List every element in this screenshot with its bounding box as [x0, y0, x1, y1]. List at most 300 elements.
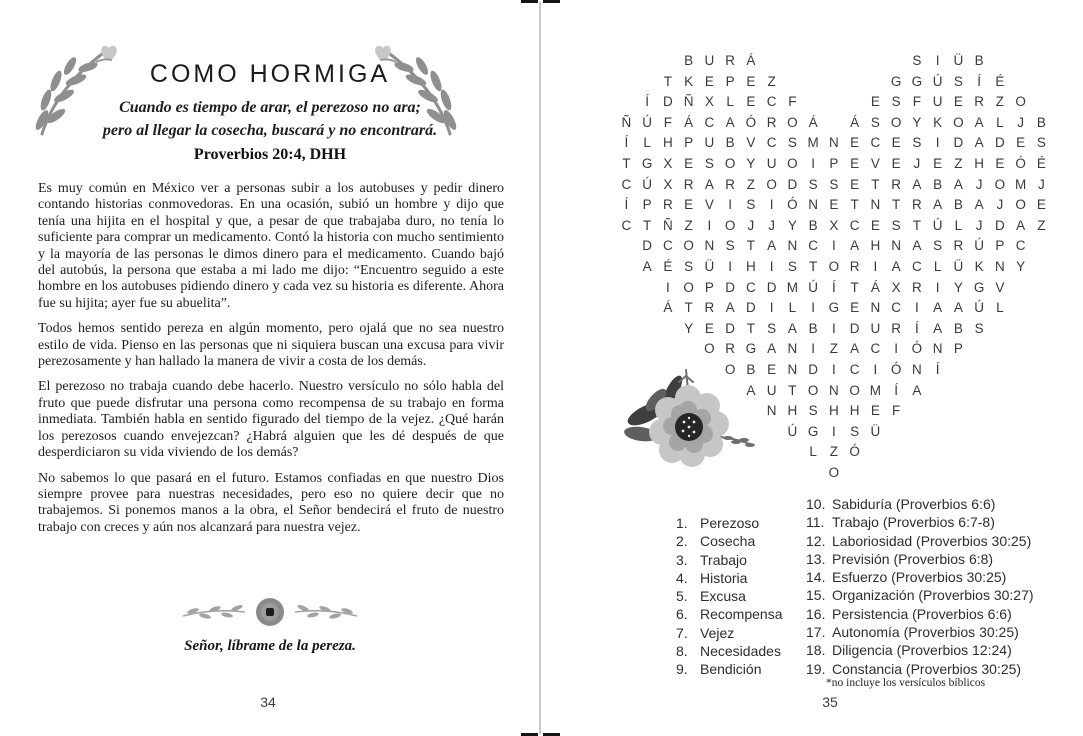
grid-cell: I [769, 258, 774, 274]
grid-cell: F [788, 94, 797, 110]
grid-cell: O [787, 155, 798, 171]
word-list-item [806, 550, 1034, 568]
grid-cell [886, 422, 907, 443]
grid-cell: Y [787, 217, 797, 233]
grid-cell: I [831, 238, 836, 254]
grid-cell [927, 442, 948, 463]
grid-row [616, 216, 1052, 237]
grid-cell: Á [746, 53, 756, 68]
grid-cell [658, 319, 679, 340]
grid-cell: V [704, 197, 714, 213]
grid-cell: C [849, 361, 860, 377]
word-list-right [806, 495, 1034, 678]
grid-cell: Í [914, 320, 919, 336]
grid-cell [1010, 463, 1031, 484]
grid-cell: É [663, 258, 673, 274]
grid-cell: E [850, 135, 860, 151]
grid-cell: I [707, 217, 712, 233]
grid-cell: T [850, 279, 859, 295]
grid-cell: R [704, 300, 715, 316]
grid-cell: D [787, 176, 798, 192]
grid-cell [803, 72, 824, 93]
grid-cell: Ü [953, 258, 964, 274]
grid-cell: R [663, 197, 673, 213]
grid-cell: E [1016, 135, 1026, 151]
grid-cell: T [643, 217, 652, 233]
grid-cell: S [912, 135, 922, 151]
grid-cell: Ñ [683, 94, 694, 110]
grid-cell: T [809, 258, 818, 274]
word-list-number: 19. [806, 660, 826, 677]
grid-cell: E [995, 155, 1005, 171]
grid-cell: S [870, 114, 880, 130]
grid-cell: Ú [808, 279, 818, 295]
grid-cell: D [642, 238, 652, 254]
grid-cell: Á [808, 114, 818, 130]
grid-cell: R [953, 238, 964, 254]
grid-cell: C [870, 341, 881, 357]
grid-cell [782, 72, 803, 93]
grid-cell: T [684, 300, 693, 316]
grid-cell: E [891, 155, 901, 171]
grid-cell: C [849, 217, 860, 233]
word-list-word: Excusa [700, 588, 746, 605]
word-list-number: 4. [676, 569, 688, 586]
grid-cell: T [746, 238, 755, 254]
word-list-word: Historia [700, 569, 748, 586]
grid-cell: I [914, 300, 919, 316]
grid-cell: E [870, 94, 880, 110]
grid-cell: A [953, 176, 963, 192]
grid-cell: Ú [642, 114, 652, 130]
grid-cell: E [953, 94, 963, 110]
grid-cell: E [684, 155, 694, 171]
word-list-word: Perezoso [700, 515, 760, 531]
grid-cell [616, 51, 637, 72]
grid-cell: E [704, 320, 714, 336]
grid-cell: C [663, 238, 673, 254]
grid-cell [927, 401, 948, 422]
grid-cell: H [870, 238, 881, 254]
word-list-word: Bendición [700, 661, 762, 678]
grid-cell: A [953, 300, 963, 316]
grid-cell: I [935, 53, 940, 68]
grid-cell [782, 463, 803, 484]
grid-cell: N [787, 341, 798, 357]
grid-cell: S [1036, 135, 1046, 151]
grid-cell: I [831, 361, 836, 377]
grid-cell: Ó [849, 444, 860, 460]
word-list-item [806, 660, 1034, 678]
grid-row [616, 51, 1052, 72]
grid-cell: Y [684, 320, 694, 336]
grid-cell: R [891, 320, 901, 336]
grid-cell [616, 278, 637, 299]
word-list-word: Vejez [700, 624, 735, 641]
grid-cell: R [683, 176, 694, 192]
word-list-word: Trabajo [700, 551, 747, 568]
grid-cell: G [973, 279, 985, 295]
grid-cell: C [621, 176, 632, 192]
grid-cell [907, 422, 928, 443]
grid-cell: Ó [1015, 155, 1026, 171]
grid-cell: T [912, 217, 921, 233]
grid-cell: Ñ [663, 217, 673, 233]
grid-cell: C [766, 94, 777, 110]
grid-cell: S [933, 238, 943, 254]
grid-cell: Ó [911, 341, 923, 357]
flower-divider-icon [175, 592, 365, 634]
grid-cell: I [728, 258, 732, 274]
grid-cell [948, 360, 969, 381]
grid-cell: L [788, 300, 797, 316]
grid-cell [1031, 92, 1052, 113]
grid-cell [1010, 319, 1031, 340]
grid-cell: E [850, 300, 860, 316]
grid-cell: D [725, 279, 735, 295]
grid-cell: Y [746, 155, 756, 171]
grid-cell: J [768, 217, 775, 233]
grid-cell [886, 442, 907, 463]
word-list-number: 10. [806, 496, 826, 512]
word-list-item [806, 495, 1034, 513]
grid-cell: X [704, 94, 714, 110]
word-list-number: 5. [676, 588, 688, 605]
word-list-item [676, 642, 783, 660]
grid-cell: Z [995, 94, 1004, 110]
word-list-item [676, 660, 783, 678]
grid-cell: A [1016, 217, 1026, 233]
grid-cell: K [684, 73, 694, 89]
grid-cell [886, 51, 907, 72]
word-list-item [806, 513, 1034, 531]
grid-cell: G [890, 73, 902, 89]
grid-cell: O [766, 176, 777, 192]
body-text [38, 181, 504, 545]
grid-cell: E [1036, 197, 1046, 213]
grid-cell: R [725, 176, 735, 192]
grid-cell: Á [850, 114, 860, 130]
grid-cell: L [726, 94, 734, 110]
word-list-item [676, 605, 783, 623]
grid-cell: N [932, 341, 943, 357]
verse-line-2: pero al llegar la cosecha, buscará y no encontrará. [102, 122, 438, 139]
grid-cell: T [850, 197, 859, 213]
word-list-word: Cosecha [700, 533, 756, 550]
grid-row [616, 339, 1052, 360]
grid-cell: E [850, 155, 860, 171]
grid-cell: E [933, 155, 943, 171]
grid-cell: Ú [932, 217, 943, 233]
grid-cell: N [829, 135, 839, 151]
grid-cell: H [974, 155, 984, 171]
grid-cell: L [954, 217, 963, 233]
grid-cell: A [974, 114, 984, 130]
grid-cell: A [704, 176, 714, 192]
body-paragraph: El perezoso no trabaja cuando debe hacerlo. Nuestro versículo no sólo habla del fruto que puede disfrutar una persona como recompensa de su trabajo en forma inmediata. También habla en sentido figurado del tiempo de la vejez. ¿Qué harán los perezosos cuando envejezcan? ¿Habrá alguien que les dé después de que desperdiciaron su vida viviendo de los demás? [38, 379, 504, 461]
grid-cell [969, 360, 990, 381]
grid-cell [678, 339, 699, 360]
grid-cell [990, 422, 1011, 443]
grid-cell: S [850, 423, 860, 439]
grid-cell: S [974, 320, 984, 336]
grid-cell: M [1015, 176, 1027, 192]
grid-cell: A [725, 114, 735, 130]
grid-cell: Ó [890, 361, 902, 377]
grid-cell: N [704, 238, 715, 254]
body-paragraph: Todos hemos sentido pereza en algún momento, pero ojalá que no sea nuestro estilo de vida. Pienso en las personas que ni siquiera buscan una excusa para vivir perezosamente y han hallado la manera de vivir a costa de los demás. [38, 321, 504, 370]
word-list-word: Autonomía (Proverbios 30:25) [832, 624, 1019, 641]
grid-cell: S [684, 258, 694, 274]
grid-cell: X [663, 155, 673, 171]
grid-cell [658, 51, 679, 72]
grid-cell: L [996, 300, 1004, 316]
word-list-number: 2. [676, 533, 688, 550]
grid-cell [990, 360, 1011, 381]
grid-cell: P [995, 238, 1005, 254]
page-title: COMO HORMIGA [149, 60, 391, 88]
prayer-text: Señor, líbrame de la pereza. [184, 638, 356, 654]
grid-cell [782, 51, 803, 72]
grid-cell: O [953, 114, 964, 130]
grid-row [616, 278, 1052, 299]
word-list-number: 6. [676, 606, 688, 623]
grid-cell: A [912, 382, 922, 398]
grid-cell: S [746, 197, 756, 213]
grid-cell: S [787, 258, 797, 274]
grid-cell: H [746, 258, 756, 274]
grid-cell: R [725, 341, 735, 357]
grid-cell: Í [624, 197, 629, 213]
grid-cell: H [849, 403, 860, 419]
grid-cell: N [808, 197, 818, 213]
grid-cell [761, 422, 782, 443]
grid-cell: Z [954, 155, 963, 171]
grid-cell: N [870, 300, 881, 316]
grid-cell: S [704, 155, 714, 171]
word-list-item [806, 568, 1034, 586]
grid-cell: E [684, 197, 694, 213]
grid-cell [824, 113, 845, 134]
footnote: *no incluye los versículos bíblicos [826, 677, 986, 689]
grid-cell: R [766, 114, 777, 130]
grid-cell: G [641, 155, 653, 171]
grid-cell: Ú [787, 423, 798, 439]
grid-cell: G [911, 73, 923, 89]
page-number-right: 35 [822, 694, 838, 710]
grid-row [616, 298, 1052, 319]
grid-cell: Ñ [621, 114, 632, 130]
grid-cell: V [746, 135, 756, 151]
grid-cell [969, 381, 990, 402]
grid-cell: B [933, 176, 943, 192]
grid-cell: T [871, 176, 880, 192]
word-list-item [806, 532, 1034, 550]
grid-cell: F [912, 94, 921, 110]
grid-cell: S [829, 176, 839, 192]
grid-cell: K [933, 114, 943, 130]
grid-cell: O [1015, 197, 1026, 213]
grid-cell: F [892, 403, 901, 419]
grid-cell: Ú [974, 300, 984, 316]
grid-cell: Í [935, 361, 940, 377]
grid-cell [1031, 319, 1052, 340]
grid-cell: N [870, 197, 881, 213]
grid-row [616, 319, 1052, 340]
grid-cell [1031, 401, 1052, 422]
grid-cell: L [809, 444, 817, 460]
grid-cell: D [725, 320, 735, 336]
word-list-word: Organización (Proverbios 30:27) [832, 587, 1034, 604]
grid-cell [886, 463, 907, 484]
word-list-number: 13. [806, 550, 826, 567]
grid-cell: B [808, 320, 818, 336]
grid-cell: T [746, 320, 755, 336]
word-list-item [806, 605, 1034, 623]
grid-cell: O [683, 279, 694, 295]
word-list-item [676, 551, 783, 569]
grid-cell: O [724, 217, 736, 233]
grid-cell: I [811, 300, 815, 316]
grid-cell: T [663, 73, 672, 89]
grid-cell: U [870, 320, 881, 336]
grid-row [616, 92, 1052, 113]
grid-cell [990, 463, 1011, 484]
grid-cell: E [850, 176, 860, 192]
grid-cell [969, 422, 990, 443]
grid-cell: Z [829, 341, 838, 357]
grid-cell: S [891, 217, 901, 233]
grid-cell [990, 339, 1011, 360]
grid-cell [761, 463, 782, 484]
grid-cell [844, 72, 865, 93]
grid-cell: O [724, 361, 736, 377]
grid-cell: J [913, 155, 921, 171]
grid-cell: S [953, 73, 963, 89]
grid-cell: Á [684, 114, 694, 130]
grid-cell: J [1017, 114, 1024, 130]
grid-cell [1031, 381, 1052, 402]
grid-cell: C [808, 238, 818, 254]
grid-cell [1010, 442, 1031, 463]
grid-cell: I [935, 135, 940, 151]
grid-cell [1031, 51, 1052, 72]
grid-cell: X [829, 217, 839, 233]
grid-cell: U [932, 94, 943, 110]
grid-cell: C [746, 279, 756, 295]
grid-cell: O [1015, 94, 1026, 110]
grid-cell [927, 422, 948, 443]
grid-cell: O [994, 176, 1006, 192]
grid-cell: I [873, 258, 878, 274]
grid-cell: I [769, 300, 774, 316]
grid-cell [1031, 360, 1052, 381]
grid-cell: M [869, 382, 881, 398]
grid-cell: P [704, 279, 714, 295]
body-paragraph: No sabemos lo que pasará en el futuro. Estamos confiadas en que nuestro Dios siempre provee para nuestras necesidades, pero eso no quiere decir que no trabajemos. Si ponemos manos a la obra, el Señor bendecirá el fruto de nuestro trabajo con creces y aún nos alcanzará para nuestra vejez. [38, 470, 504, 535]
word-list-word: Diligencia (Proverbios 12:24) [832, 642, 1012, 659]
grid-cell: U [766, 382, 777, 398]
grid-cell: N [891, 238, 901, 254]
grid-cell: A [850, 341, 860, 357]
grid-cell: Z [1037, 217, 1046, 233]
grid-cell [948, 422, 969, 443]
grid-cell: C [704, 114, 715, 130]
grid-cell [824, 92, 845, 113]
grid-cell [948, 463, 969, 484]
left-page [0, 0, 540, 736]
grid-cell: S [912, 53, 922, 68]
grid-cell: X [663, 176, 673, 192]
grid-cell: V [995, 279, 1005, 295]
grid-cell [616, 72, 637, 93]
grid-cell: Á [663, 300, 673, 316]
grid-cell [616, 236, 637, 257]
grid-cell: O [704, 341, 715, 357]
grid-cell [803, 463, 824, 484]
grid-cell: B [953, 197, 963, 213]
grid-cell: A [725, 300, 735, 316]
grid-cell: Í [624, 135, 629, 151]
grid-cell: S [808, 403, 818, 419]
word-list-word: Necesidades [700, 643, 781, 660]
grid-cell: R [912, 279, 922, 295]
grid-cell [865, 51, 886, 72]
grid-cell: Y [912, 114, 922, 130]
grid-cell: I [831, 423, 836, 439]
word-list-word: Recompensa [700, 606, 783, 623]
grid-cell [761, 51, 782, 72]
grid-cell: M [807, 135, 819, 151]
grid-cell [616, 339, 637, 360]
word-list-number: 8. [676, 643, 688, 660]
grid-cell: O [849, 382, 860, 398]
page-number-left: 34 [260, 694, 276, 710]
grid-cell: R [725, 53, 735, 68]
grid-cell: C [891, 300, 901, 316]
grid-cell: A [933, 300, 943, 316]
grid-cell: E [829, 197, 839, 213]
grid-cell [907, 463, 928, 484]
grid-cell: D [808, 361, 818, 377]
grid-cell: D [995, 135, 1005, 151]
grid-cell [1010, 51, 1031, 72]
word-list-number: 1. [676, 515, 688, 531]
scripture-reference: Proverbios 20:4, DHH [193, 146, 347, 163]
grid-cell [1010, 72, 1031, 93]
grid-cell [1010, 360, 1031, 381]
grid-cell: G [807, 423, 819, 439]
grid-cell [990, 51, 1011, 72]
grid-cell: É [995, 73, 1005, 89]
grid-cell: A [787, 320, 797, 336]
grid-cell: Z [684, 217, 693, 233]
grid-cell [616, 298, 637, 319]
grid-cell [1031, 236, 1052, 257]
grid-cell: P [953, 341, 963, 357]
grid-cell [1010, 298, 1031, 319]
grid-cell [948, 442, 969, 463]
grid-cell [1031, 298, 1052, 319]
grid-cell: J [1038, 176, 1045, 192]
grid-cell [782, 442, 803, 463]
grid-cell: D [766, 279, 777, 295]
word-list-number: 7. [676, 624, 688, 641]
word-list-number: 18. [806, 642, 826, 659]
grid-cell [907, 401, 928, 422]
grid-cell: J [996, 197, 1004, 213]
grid-cell: A [933, 320, 943, 336]
